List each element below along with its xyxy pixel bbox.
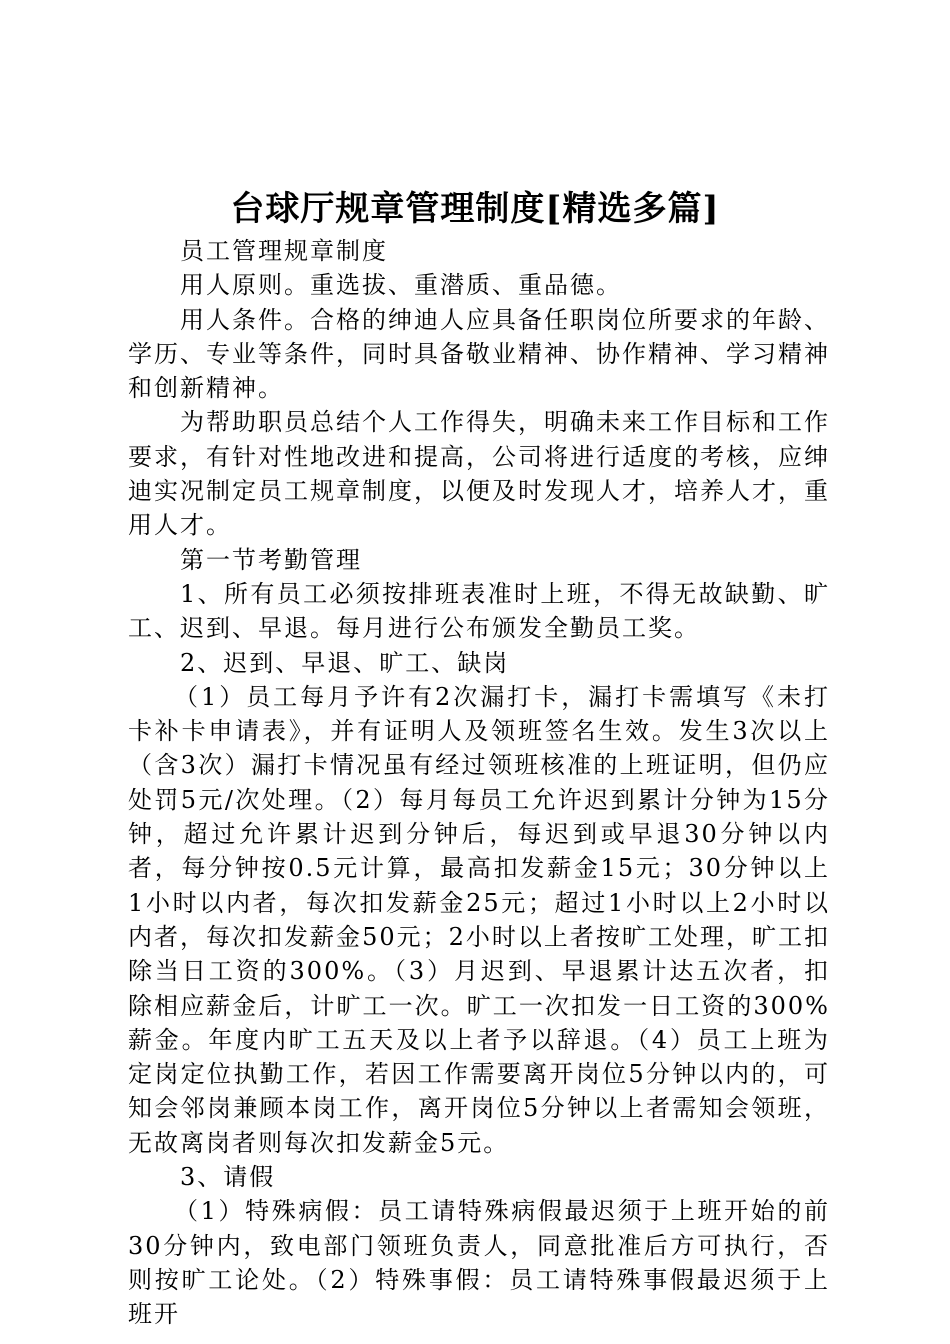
document-title: 台球厅规章管理制度[精选多篇] <box>230 189 720 229</box>
paragraph-rule-1: 1、所有员工必须按排班表准时上班，不得无故缺勤、旷工、迟到、早退。每月进行公布颁发全勤员工奖。 <box>128 579 830 643</box>
paragraph-hiring-principle: 用人原则。重选拔、重潜质、重品德。 <box>180 271 622 300</box>
paragraph-rule-2-details: （1）员工每月予许有2次漏打卡，漏打卡需填写《未打卡补卡申请表》，并有证明人及领班签名生效。发生3次以上（含3次）漏打卡情况虽有经过领班核准的上班证明，但仍应处罚5元/次处理。（2）每月每员工允许迟到累计分钟为15分钟，超过允许累计迟到分钟后，每迟到或早退30分钟以内者，每分钟按0.5元计算，最高扣发薪金15元；30分钟以上1小时以内者，每次扣发薪金25元；超过1小时以上2小时以内者，每次扣发薪金50元；2小时以上者按旷工处理，旷工扣除当日工资的300%。（3）月迟到、早退累计达五次者，扣除相应薪金后，计旷工一次。旷工一次扣发一日工资的300%薪金。年度内旷工五天及以上者予以辞退。（4）员工上班为定岗定位执勤工作，若因工作需要离开岗位5分钟以内的，可知会邻岗兼顾本岗工作，离开岗位5分钟以上者需知会领班，无故离岗者则每次扣发薪金5元。 <box>128 682 830 1157</box>
paragraph-rule-3-details: （1）特殊病假：员工请特殊病假最迟须于上班开始的前30分钟内，致电部门领班负责人，同意批准后方可执行，否则按旷工论处。（2）特殊事假：员工请特殊事假最迟须于上班开 <box>128 1197 830 1329</box>
paragraph-section-attendance: 第一节考勤管理 <box>180 545 362 574</box>
document-body <box>128 234 830 1332</box>
paragraph-rule-2-heading: 2、迟到、早退、旷工、缺岗 <box>180 648 510 677</box>
paragraph-hiring-conditions: 用人条件。合格的绅迪人应具备任职岗位所要求的年龄、学历、专业等条件，同时具备敬业精神、协作精神、学习精神和创新精神。 <box>128 305 830 403</box>
paragraph-heading-staff-rules: 员工管理规章制度 <box>180 237 388 265</box>
paragraph-assessment-purpose: 为帮助职员总结个人工作得失，明确未来工作目标和工作要求，有针对性地改进和提高，公司将进行适度的考核，应绅迪实况制定员工规章制度，以便及时发现人才，培养人才，重用人才。 <box>128 408 830 540</box>
paragraph-rule-3-heading: 3、请假 <box>180 1163 276 1192</box>
